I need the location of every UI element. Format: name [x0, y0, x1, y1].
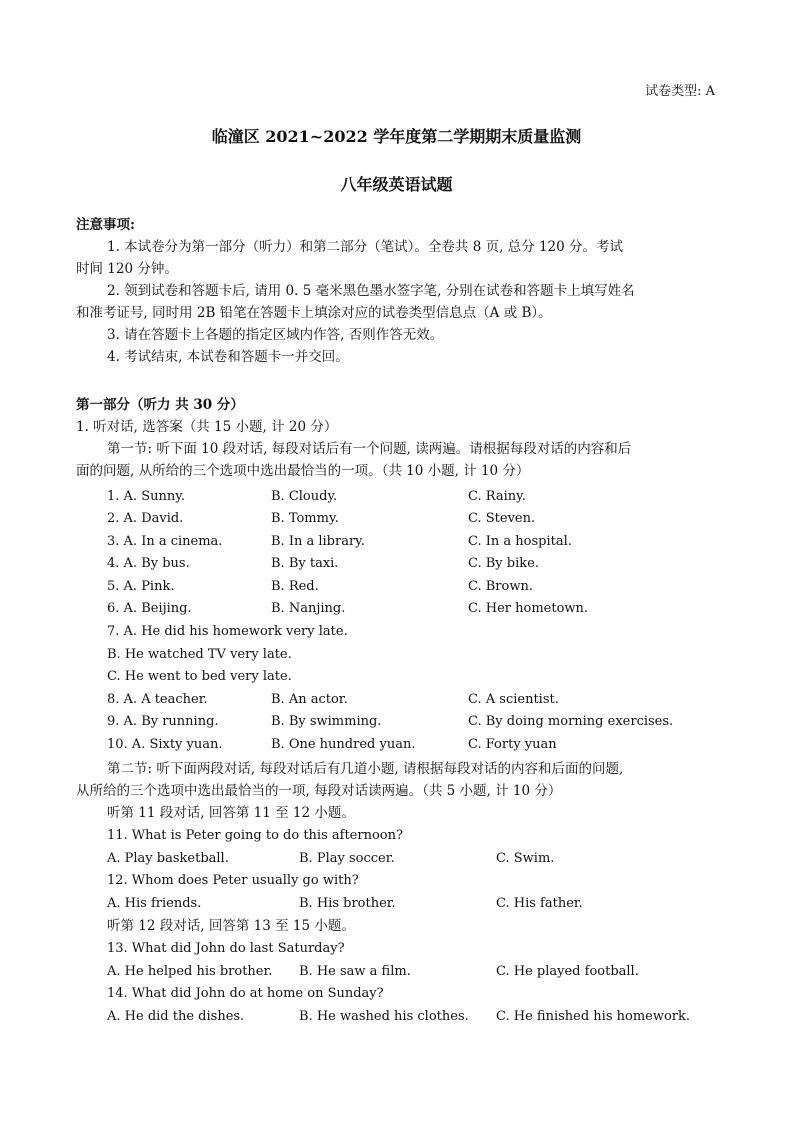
option-b: B. An actor.	[271, 692, 348, 707]
dialog-11-intro: 听第 11 段对话, 回答第 11 至 12 小题。	[107, 805, 355, 821]
question-7-option-c: C. He went to bed very late.	[107, 669, 292, 684]
option-b: B. By swimming.	[271, 714, 382, 729]
option-c: C. He finished his homework.	[496, 1009, 691, 1024]
option-c: C. By doing morning exercises.	[468, 714, 674, 729]
option-c: C. His father.	[496, 896, 583, 911]
option-a: A. He did the dishes.	[107, 1009, 245, 1024]
option-a: 3. A. In a cinema.	[107, 534, 223, 549]
question-13: 13. What did John do last Saturday?	[107, 941, 345, 956]
option-a: 8. A. A teacher.	[107, 692, 208, 707]
option-b: B. Cloudy.	[271, 489, 338, 504]
option-c: C. Rainy.	[468, 489, 526, 504]
question-7-option-b: B. He watched TV very late.	[107, 647, 292, 662]
option-a: 9. A. By running.	[107, 714, 219, 729]
option-c: C. Swim.	[496, 851, 555, 866]
note-3: 3. 请在答题卡上各题的指定区域内作答, 否则作答无效。	[107, 327, 444, 343]
option-a: 10. A. Sixty yuan.	[107, 737, 223, 752]
section2-instructions-line-1: 第二节: 听下面两段对话, 每段对话后有几道小题, 请根据每段对话的内容和后面的问题,	[107, 761, 624, 777]
question-12: 12. Whom does Peter usually go with?	[107, 873, 359, 888]
option-a: A. His friends.	[107, 896, 202, 911]
option-c: C. He played football.	[496, 964, 639, 979]
section2-instructions-line-2: 从所给的三个选项中选出最恰当的一项, 每段对话读两遍。（共 5 小题, 计 10 分）	[76, 783, 562, 799]
option-c: C. In a hospital.	[468, 534, 572, 549]
option-c: C. Steven.	[468, 511, 536, 526]
option-a: 4. A. By bus.	[107, 556, 190, 571]
listening-section	[76, 394, 718, 482]
option-a: 6. A. Beijing.	[107, 601, 192, 616]
section1-heading: 1. 听对话, 选答案（共 15 小题, 计 20 分）	[76, 419, 338, 435]
section2-instructions	[76, 758, 718, 824]
option-b: B. Tommy.	[271, 511, 339, 526]
option-a: 1. A. Sunny.	[107, 489, 185, 504]
option-b: B. He saw a film.	[299, 964, 411, 979]
question-11: 11. What is Peter going to do this afternoon?	[107, 828, 403, 843]
option-a: A. Play basketball.	[107, 851, 229, 866]
part1-heading: 第一部分（听力 共 30 分）	[76, 397, 244, 413]
exam-title: 临潼区 2021~2022 学年度第二学期期末质量监测	[211, 127, 582, 146]
note-1-line-1: 1. 本试卷分为第一部分（听力）和第二部分（笔试）。全卷共 8 页, 总分 120 分。考试	[107, 239, 624, 255]
note-4: 4. 考试结束, 本试卷和答题卡一并交回。	[107, 349, 349, 365]
notes-heading: 注意事项:	[76, 217, 135, 233]
option-a: 2. A. David.	[107, 511, 184, 526]
option-c: C. Brown.	[468, 579, 533, 594]
option-b: B. He washed his clothes.	[299, 1009, 469, 1024]
option-c: C. A scientist.	[468, 692, 559, 707]
question-7-option-a: 7. A. He did his homework very late.	[107, 624, 348, 639]
exam-subtitle: 八年级英语试题	[340, 175, 453, 194]
note-2-line-1: 2. 领到试卷和答题卡后, 请用 0. 5 毫米黑色墨水签字笔, 分别在试卷和答题卡上填写姓名	[107, 283, 635, 299]
note-1-line-2: 时间 120 分钟。	[76, 261, 178, 277]
option-c: C. Forty yuan	[468, 737, 557, 752]
option-b: B. Red.	[271, 579, 319, 594]
option-c: C. By bike.	[468, 556, 539, 571]
option-a: 5. A. Pink.	[107, 579, 175, 594]
option-b: B. In a library.	[271, 534, 365, 549]
paper-type-label: 试卷类型: A	[645, 84, 715, 99]
option-b: B. By taxi.	[271, 556, 339, 571]
option-b: B. One hundred yuan.	[271, 737, 416, 752]
section1-instructions-line-2: 面的问题, 从所给的三个选项中选出最恰当的一项。（共 10 小题, 计 10 分）	[76, 463, 530, 479]
dialog-12-block	[76, 915, 718, 937]
dialog-12-intro: 听第 12 段对话, 回答第 13 至 15 小题。	[107, 918, 355, 934]
notes-section	[76, 214, 718, 368]
option-b: B. Play soccer.	[299, 851, 395, 866]
section1-instructions-line-1: 第一节: 听下面 10 段对话, 每段对话后有一个问题, 读两遍。请根据每段对话的内容和后	[107, 441, 632, 457]
question-14: 14. What did John do at home on Sunday?	[107, 986, 384, 1001]
option-c: C. Her hometown.	[468, 601, 589, 616]
note-2-line-2: 和准考证号, 同时用 2B 铅笔在答题卡上填涂对应的试卷类型信息点（A 或 B）。	[76, 305, 552, 321]
option-b: B. Nanjing.	[271, 601, 346, 616]
option-b: B. His brother.	[299, 896, 396, 911]
option-a: A. He helped his brother.	[107, 964, 273, 979]
